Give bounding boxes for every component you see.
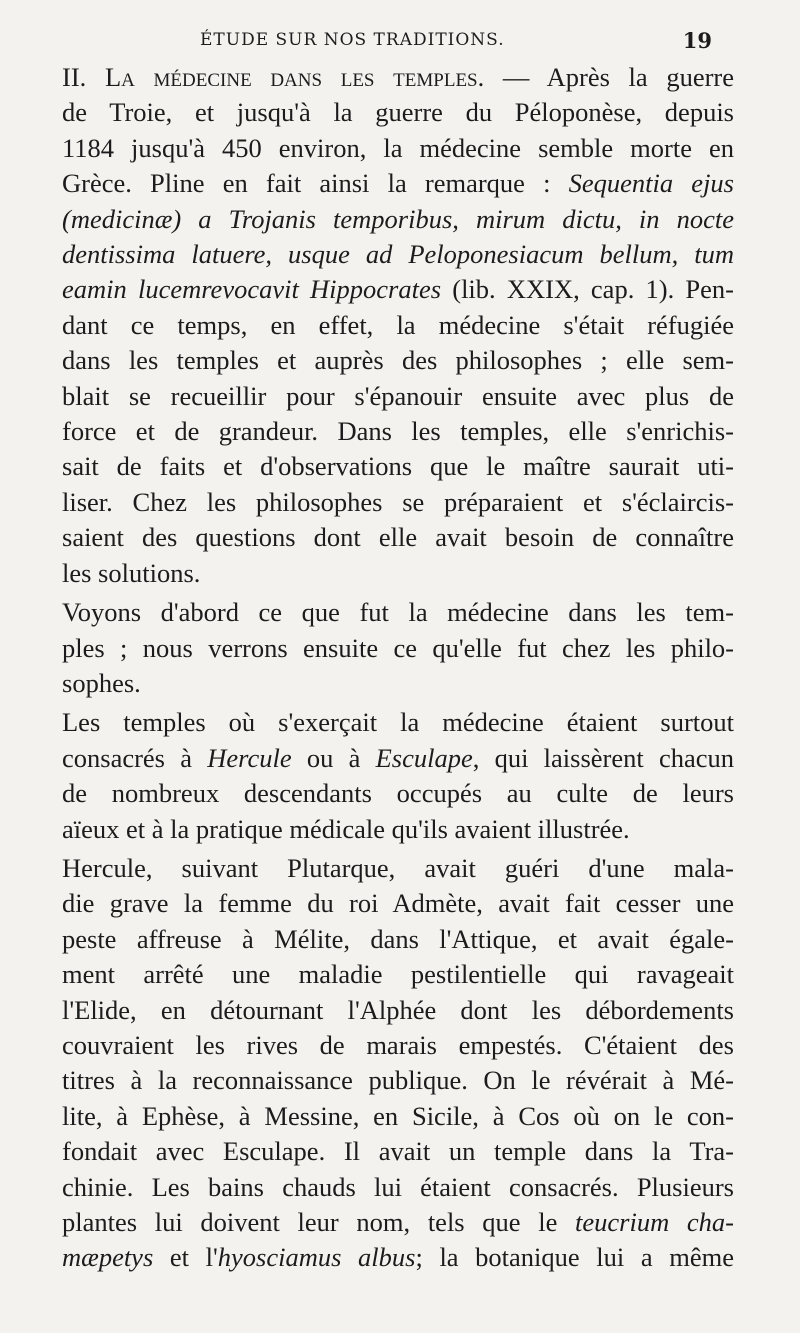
text-line: chinie. Les bains chauds lui étaient consacrés. Plusieurs (62, 1171, 734, 1202)
text-line: lite, à Ephèse, à Messine, en Sicile, à Cos où on le con- (62, 1100, 734, 1131)
text-line: plantes lui doivent leur nom, tels que le teucrium cha- (62, 1207, 734, 1237)
section-title: La médecine dans les temples. (104, 62, 485, 92)
latin-quote: Sequentia ejus (568, 168, 734, 199)
page-number: 19 (682, 28, 712, 53)
running-title: ÉTUDE SUR NOS TRADITIONS. (200, 30, 505, 50)
text-line: l'Elide, en détournant l'Alphée dont les débordements (62, 994, 734, 1025)
text-line: dans les temples et auprès des philosophes ; elle sem- (62, 345, 734, 376)
text-line: dant ce temps, en effet, la médecine s'était réfugiée (62, 309, 734, 340)
text-line: de nombreux descendants occupés au culte de leurs (62, 778, 734, 809)
plant-name: hyosciamus albus (217, 1242, 416, 1273)
text-line: ment arrêté une maladie pestilentielle qui ravageait (62, 959, 734, 990)
text-line: Grèce. Pline en fait ainsi la remarque : Sequentia ejus (62, 168, 734, 199)
latin-quote-line: (medicinæ) a Trojanis temporibus, mirum dictu, in nocte (62, 203, 734, 234)
paragraph-3 (34, 705, 734, 847)
paragraph-1 (34, 60, 734, 591)
paragraph-4 (34, 851, 734, 1276)
text-line: peste affreuse à Mélite, dans l'Attique, et avait égale- (62, 923, 734, 954)
text-line: die grave la femme du roi Admète, avait fait cesser une (62, 888, 734, 919)
text-line: consacrés à Hercule ou à Esculape, qui laissèrent chacun (62, 742, 735, 773)
text-line: fondait avec Esculape. Il avait un temple dans la Tra- (62, 1136, 734, 1167)
name-hercule: Hercule (207, 742, 292, 773)
page-header (200, 26, 712, 56)
text-line (34, 272, 734, 307)
text-line: saient des questions dont elle avait besoin de connaître (62, 522, 734, 553)
text-line: liser. Chez les philosophes se préparaient et s'éclaircis- (62, 486, 734, 517)
text-line: Voyons d'abord ce que fut la médecine dans les tem- (62, 597, 734, 628)
plant-name: teucrium cha- (575, 1207, 734, 1237)
text-line: Hercule, suivant Plutarque, avait guéri d'une mala- (62, 852, 734, 883)
plant-name: mæpetys (62, 1242, 154, 1273)
text-line: 1184 jusqu'à 450 environ, la médecine semble morte en (62, 132, 734, 163)
text-line: aïeux et à la pratique médicale qu'ils avaient illustrée. (62, 813, 630, 844)
text-line: ples ; nous verrons ensuite ce qu'elle fut chez les philo- (62, 632, 734, 663)
section-number: II. (62, 62, 87, 92)
text-line: sait de faits et d'observations que le maître saurait uti- (62, 451, 734, 482)
name-esculape: Esculape (375, 742, 473, 773)
citation: (lib. XXIX, cap. 1). Pen- (441, 274, 734, 305)
text-line: Les temples où s'exerçait la médecine étaient surtout (62, 707, 734, 738)
text-line: de Troie, et jusqu'à la guerre du Péloponèse, depuis (62, 97, 734, 128)
text-line: titres à la reconnaissance publique. On le révérait à Mé- (62, 1065, 734, 1096)
text-line: couvraient les rives de marais empestés. C'étaient des (62, 1029, 734, 1060)
text-line: force et de grandeur. Dans les temples, elle s'enrichis- (62, 416, 734, 447)
paragraph-2 (34, 595, 734, 701)
body-text (34, 60, 734, 1276)
text-line: sophes. (62, 667, 141, 698)
text-line: les solutions. (62, 557, 201, 588)
latin-quote-line: dentissima latuere, usque ad Peloponesiacum bellum, tum (62, 239, 734, 270)
text-line: II. La médecine dans les temples. — Après la guerre (62, 62, 735, 92)
text-line: mæpetys et l'hyosciamus albus; la botanique lui a même (62, 1242, 735, 1273)
latin-quote: eamin lucemrevocavit Hippocrates (62, 274, 442, 305)
text-line: blait se recueillir pour s'épanouir ensuite avec plus de (62, 380, 734, 411)
